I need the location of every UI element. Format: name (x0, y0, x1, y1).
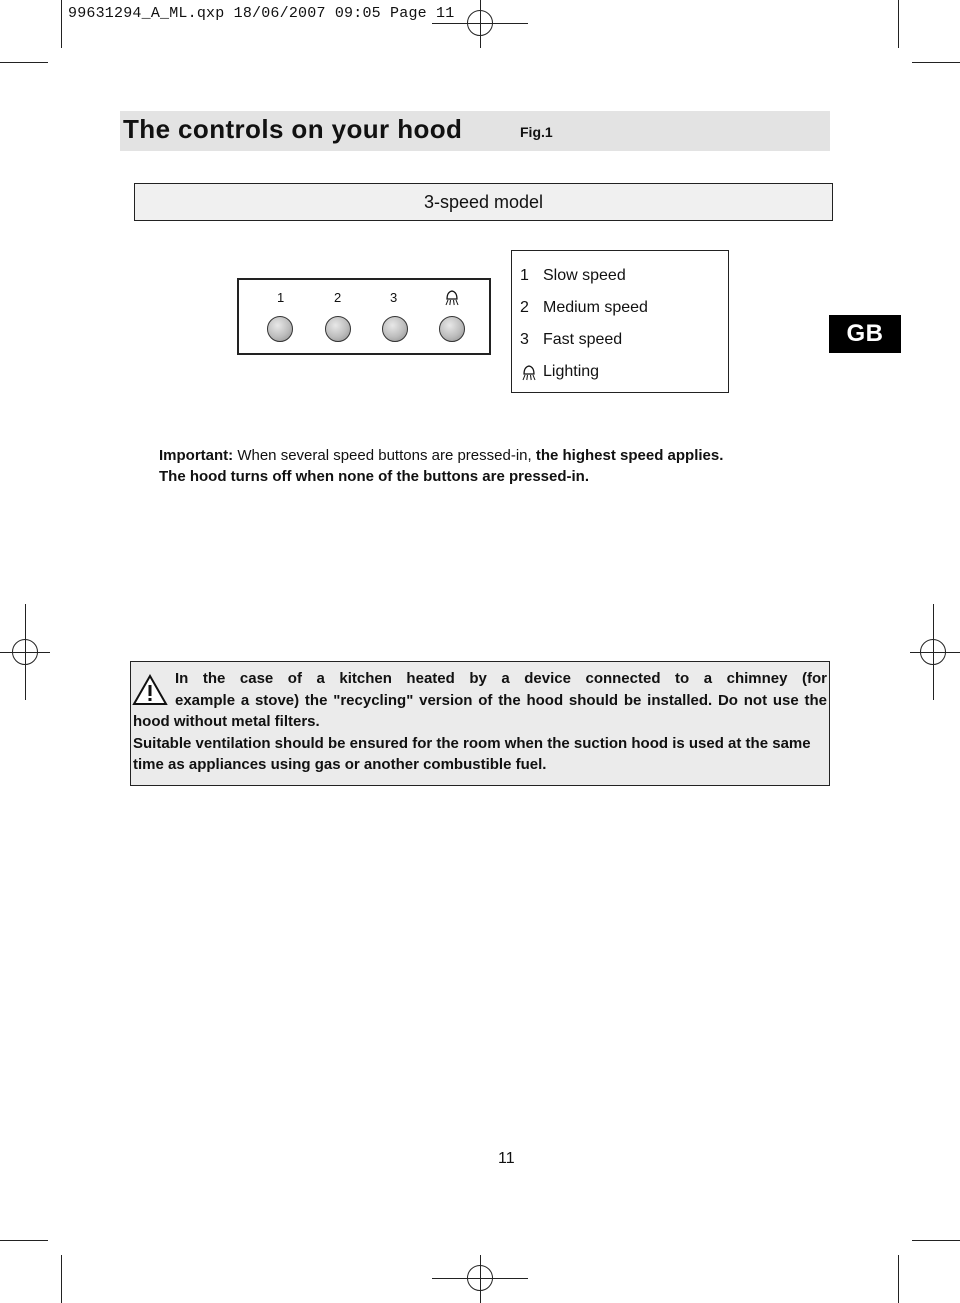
legend-item: 3 Fast speed (520, 331, 623, 348)
button-number: 1 (277, 290, 285, 305)
warning-box (130, 661, 830, 786)
button-number: 2 (334, 290, 342, 305)
model-label-box (134, 183, 833, 221)
warning-line: In the case of a kitchen heated by a device connected to a chimney (for (175, 670, 827, 687)
page-number: 11 (498, 1150, 515, 1167)
controls-legend (511, 250, 729, 393)
warning-triangle-icon (132, 674, 168, 711)
lighting-icon (443, 288, 461, 311)
figure-label: Fig.1 (520, 124, 553, 140)
lighting-button (439, 316, 465, 342)
warning-line: hood without metal filters. (133, 713, 320, 730)
slow-speed-button (267, 316, 293, 342)
lighting-icon (520, 363, 543, 386)
medium-speed-button (325, 316, 351, 342)
control-panel (237, 278, 491, 355)
warning-line: Suitable ventilation should be ensured for the room when the suction hood is used at the same (133, 735, 811, 752)
page-title: The controls on your hood (123, 114, 463, 144)
important-label: Important: (159, 447, 234, 464)
print-slug: 99631294_A_ML.qxp 18/06/2007 09:05 Page 11 (68, 5, 455, 22)
button-number: 3 (390, 290, 398, 305)
fast-speed-button (382, 316, 408, 342)
legend-item: Lighting (520, 363, 599, 386)
legend-item: 1 Slow speed (520, 267, 626, 284)
warning-line: example a stove) the "recycling" version of the hood should be installed. Do not use the (175, 692, 827, 709)
model-label: 3-speed model (423, 191, 544, 212)
legend-item: 2 Medium speed (520, 299, 648, 316)
warning-line: time as appliances using gas or another combustible fuel. (133, 756, 547, 773)
important-note: Important: When several speed buttons are pressed-in, the highest speed applies. The hood turns off when none of the buttons are pressed-in. (159, 447, 724, 485)
language-tab: GB (829, 315, 901, 353)
